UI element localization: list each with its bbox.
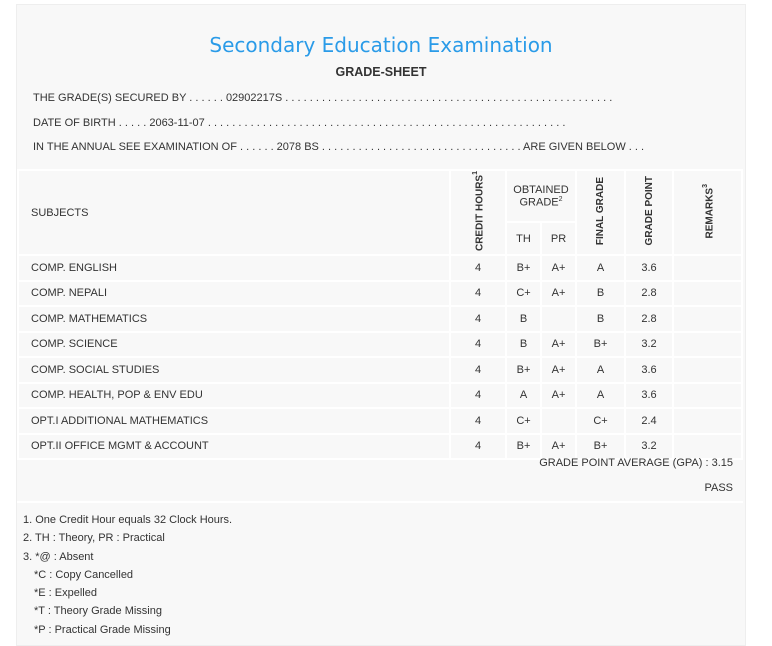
- cell-final: B: [576, 281, 625, 307]
- cell-point: 3.6: [625, 357, 673, 383]
- cell-remarks: [673, 434, 742, 460]
- cell-point: 3.2: [625, 434, 673, 460]
- cell-final: B+: [576, 332, 625, 358]
- footnote: 2. TH : Theory, PR : Practical: [23, 532, 165, 545]
- header-final-grade: FINAL GRADE: [576, 170, 625, 255]
- grade-sheet: [16, 4, 746, 646]
- cell-remarks: [673, 332, 742, 358]
- grades-table: [17, 169, 743, 460]
- table-row: [18, 332, 742, 358]
- footnote: *C : Copy Cancelled: [34, 568, 134, 581]
- header-th: TH: [506, 222, 541, 255]
- cell-point: 3.6: [625, 255, 673, 281]
- footnote: 1. One Credit Hour equals 32 Clock Hours.: [23, 514, 233, 526]
- cell-pr: A+: [541, 357, 576, 383]
- header-obtained-grade: OBTAINED GRADE$^2$: [506, 170, 576, 222]
- grade-sheet-heading: GRADE-SHEET: [335, 65, 427, 79]
- cell-credit: 4: [450, 332, 506, 358]
- cell-th: B: [506, 332, 541, 358]
- cell-pr: [541, 408, 576, 434]
- cell-th: A: [506, 383, 541, 409]
- header-subjects: SUBJECTS: [18, 170, 450, 255]
- cell-remarks: [673, 408, 742, 434]
- cell-final: B+: [576, 434, 625, 460]
- cell-subject: COMP. ENGLISH: [18, 255, 450, 281]
- cell-final: A: [576, 383, 625, 409]
- cell-final: A: [576, 255, 625, 281]
- dob-line: DATE OF BIRTH . . . . . 2063-11-07 . . . . . . . . . . . . . . . . . . . . . . . . . . . . . . . . . . . . . . . . . . . . . . . . . . . . . . . . . . .: [33, 117, 566, 129]
- cell-th: C+: [506, 408, 541, 434]
- table-row: [18, 383, 742, 409]
- cell-pr: A+: [541, 255, 576, 281]
- table-row: [18, 434, 742, 460]
- cell-credit: 4: [450, 434, 506, 460]
- cell-point: 3.6: [625, 383, 673, 409]
- cell-subject: COMP. NEPALI: [18, 281, 450, 307]
- header-remarks: REMARKS$^3$: [673, 170, 742, 255]
- footnote: *P : Practical Grade Missing: [34, 623, 171, 636]
- cell-point: 3.2: [625, 332, 673, 358]
- cell-remarks: [673, 357, 742, 383]
- cell-th: B: [506, 306, 541, 332]
- cell-point: 2.8: [625, 281, 673, 307]
- cell-th: B+: [506, 434, 541, 460]
- cell-th: C+: [506, 281, 541, 307]
- cell-subject: COMP. MATHEMATICS: [18, 306, 450, 332]
- cell-pr: A+: [541, 332, 576, 358]
- cell-pr: A+: [541, 281, 576, 307]
- table-row: [18, 306, 742, 332]
- footnotes: [17, 501, 743, 639]
- cell-credit: 4: [450, 408, 506, 434]
- cell-subject: OPT.I ADDITIONAL MATHEMATICS: [18, 408, 450, 434]
- cell-final: B: [576, 306, 625, 332]
- cell-remarks: [673, 281, 742, 307]
- cell-pr: A+: [541, 434, 576, 460]
- footnote: *E : Expelled: [34, 587, 97, 600]
- cell-credit: 4: [450, 255, 506, 281]
- cell-final: A: [576, 357, 625, 383]
- symbol-number-line: THE GRADE(S) SECURED BY . . . . . . 02902217S . . . . . . . . . . . . . . . . . . . . . . . . . . . . . . . . . . . . . . . . . . . . . . . . . . . . . .: [33, 92, 613, 104]
- cell-subject: COMP. HEALTH, POP & ENV EDU: [18, 383, 450, 409]
- cell-point: 2.4: [625, 408, 673, 434]
- result: PASS: [704, 482, 733, 494]
- exam-title: Secondary Education Examination: [209, 33, 553, 57]
- cell-th: B+: [506, 357, 541, 383]
- cell-credit: 4: [450, 357, 506, 383]
- cell-credit: 4: [450, 281, 506, 307]
- cell-th: B+: [506, 255, 541, 281]
- cell-final: C+: [576, 408, 625, 434]
- cell-subject: OPT.II OFFICE MGMT & ACCOUNT: [18, 434, 450, 460]
- exam-year-line: IN THE ANNUAL SEE EXAMINATION OF . . . . . . 2078 BS . . . . . . . . . . . . . . . . . . . . . . . . . . . . . . . . . ARE GIVEN BELOW . . .: [33, 141, 645, 153]
- cell-remarks: [673, 383, 742, 409]
- cell-credit: 4: [450, 306, 506, 332]
- header-pr: PR: [541, 222, 576, 255]
- header-credit-hours: CREDIT HOURS$^1$: [450, 170, 506, 255]
- footnote: 3. *@ : Absent: [23, 550, 94, 563]
- cell-pr: A+: [541, 383, 576, 409]
- cell-credit: 4: [450, 383, 506, 409]
- cell-pr: [541, 306, 576, 332]
- gpa: GRADE POINT AVERAGE (GPA) : 3.15: [539, 457, 733, 469]
- table-row: [18, 408, 742, 434]
- table-row: [18, 357, 742, 383]
- table-row: [18, 255, 742, 281]
- cell-point: 2.8: [625, 306, 673, 332]
- header-grade-point: GRADE POINT: [625, 170, 673, 255]
- footnote: *T : Theory Grade Missing: [34, 605, 162, 618]
- cell-remarks: [673, 306, 742, 332]
- cell-remarks: [673, 255, 742, 281]
- cell-subject: COMP. SCIENCE: [18, 332, 450, 358]
- cell-subject: COMP. SOCIAL STUDIES: [18, 357, 450, 383]
- table-row: [18, 281, 742, 307]
